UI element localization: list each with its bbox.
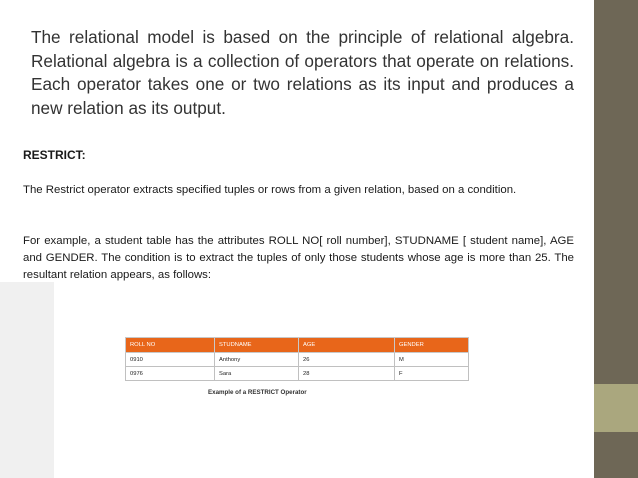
table-cell: Anthony	[215, 353, 299, 367]
restrict-description: The Restrict operator extracts specified tuples or rows from a given relation, based on a condition.	[23, 184, 517, 196]
column-header: ROLL NO	[126, 338, 215, 353]
restrict-result-table	[125, 337, 469, 381]
table-row	[126, 367, 469, 381]
decorative-side-accent	[594, 384, 638, 432]
column-header: GENDER	[395, 338, 469, 353]
table-cell: Sara	[215, 367, 299, 381]
table-cell: 0910	[126, 353, 215, 367]
left-margin-band	[0, 282, 54, 478]
section-heading: RESTRICT:	[23, 148, 86, 162]
column-header: STUDNAME	[215, 338, 299, 353]
table-caption: Example of a RESTRICT Operator	[208, 389, 307, 396]
intro-paragraph: The relational model is based on the principle of relational algebra. Relational algebra is a collection of operators that operate on relations. Each operator takes one or two relations as its input and produces a new relation as its output.	[31, 27, 574, 118]
example-paragraph: For example, a student table has the attributes ROLL NO[ roll number], STUDNAME [ student name], AGE and GENDER. The condition is to extract the tuples of only those students whose age is more than 25. The resultant relation appears, as follows:	[23, 235, 574, 281]
table-cell: M	[395, 353, 469, 367]
table-cell: 26	[299, 353, 395, 367]
table-row	[126, 353, 469, 367]
table-cell: F	[395, 367, 469, 381]
column-header: AGE	[299, 338, 395, 353]
table-cell: 28	[299, 367, 395, 381]
table-cell: 0976	[126, 367, 215, 381]
table-header-row	[126, 338, 469, 353]
